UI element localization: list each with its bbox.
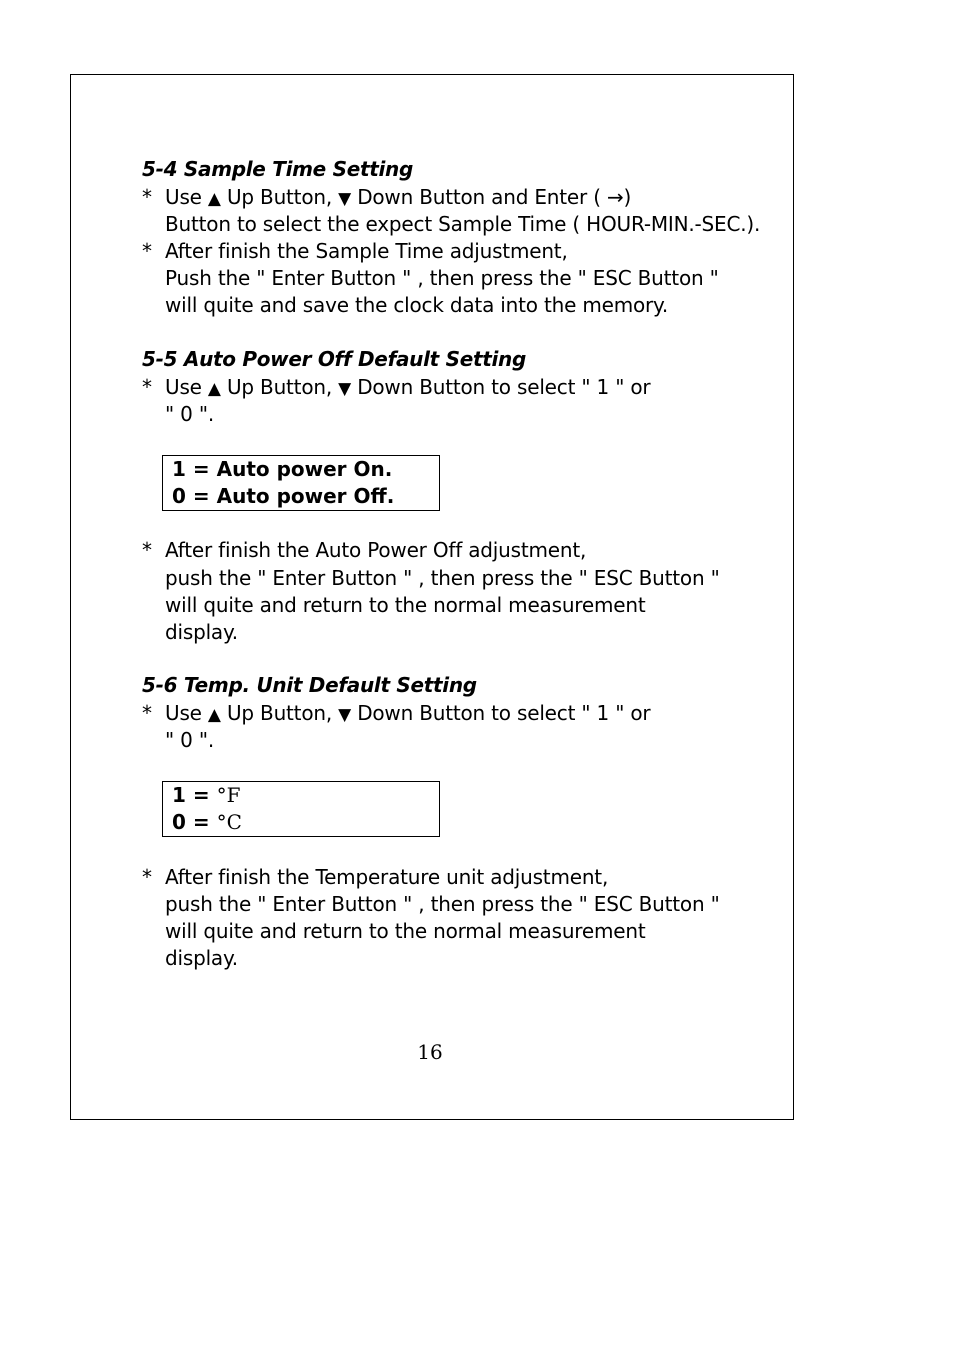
down-triangle-icon: ▼	[338, 379, 352, 399]
sample-time-finish-line-3: will quite and save the clock data into the memory.	[165, 293, 669, 317]
auto-power-instruction-line-2: " 0 ".	[165, 402, 214, 426]
temp-unit-finish-line-2: push the " Enter Button " , then press the " ESC Button "	[165, 892, 720, 916]
up-triangle-icon: ▲	[207, 189, 221, 209]
text: Up Button,	[220, 185, 339, 209]
fahrenheit-unit: °F	[216, 783, 241, 807]
temp-unit-finish-line-4: display.	[165, 946, 238, 970]
sample-time-finish-line-2: Push the " Enter Button " , then press the " ESC Button "	[165, 266, 719, 290]
text: Down Button to select " 1 " or	[351, 701, 651, 725]
auto-power-finish-line-1: After finish the Auto Power Off adjustment,	[165, 538, 587, 562]
text: Down Button to select " 1 " or	[351, 375, 651, 399]
text: Use	[165, 375, 208, 399]
bullet-star: *	[142, 375, 152, 399]
temp-unit-instruction-line-1	[165, 701, 650, 725]
bullet-star: *	[142, 538, 152, 562]
text: Use	[165, 701, 208, 725]
text: Down Button and Enter ( →)	[351, 185, 632, 209]
auto-power-option-off: 0 = Auto power Off.	[172, 484, 395, 508]
text: Use	[165, 185, 208, 209]
temp-unit-instruction-line-2: " 0 ".	[165, 728, 214, 752]
sample-time-instruction-line-2: Button to select the expect Sample Time ( HOUR-MIN.-SEC.).	[165, 212, 761, 236]
down-triangle-icon: ▼	[338, 705, 352, 725]
auto-power-instruction-line-1	[165, 375, 650, 399]
up-triangle-icon: ▲	[207, 705, 221, 725]
sample-time-instruction-line-1	[165, 185, 631, 209]
auto-power-finish-line-4: display.	[165, 620, 238, 644]
temp-unit-option-fahrenheit	[172, 783, 241, 807]
celsius-unit: °C	[216, 810, 242, 834]
temp-unit-finish-line-1: After finish the Temperature unit adjustment,	[165, 865, 609, 889]
auto-power-option-on: 1 = Auto power On.	[172, 457, 393, 481]
sample-time-finish-line-1: After finish the Sample Time adjustment,	[165, 239, 568, 263]
option-prefix: 1 =	[172, 783, 217, 807]
bullet-star: *	[142, 185, 152, 209]
section-5-4-heading: 5-4 Sample Time Setting	[142, 157, 414, 181]
text: Up Button,	[220, 375, 339, 399]
section-5-6-heading: 5-6 Temp. Unit Default Setting	[142, 673, 477, 697]
bullet-star: *	[142, 239, 152, 263]
text: Up Button,	[220, 701, 339, 725]
section-5-5-heading: 5-5 Auto Power Off Default Setting	[142, 347, 526, 371]
bullet-star: *	[142, 701, 152, 725]
down-triangle-icon: ▼	[338, 189, 352, 209]
option-prefix: 0 =	[172, 810, 217, 834]
auto-power-finish-line-2: push the " Enter Button " , then press the " ESC Button "	[165, 566, 720, 590]
bullet-star: *	[142, 865, 152, 889]
temp-unit-finish-line-3: will quite and return to the normal measurement	[165, 919, 646, 943]
page-number: 16	[417, 1040, 443, 1064]
auto-power-finish-line-3: will quite and return to the normal measurement	[165, 593, 646, 617]
up-triangle-icon: ▲	[207, 379, 221, 399]
temp-unit-option-celsius	[172, 810, 242, 834]
